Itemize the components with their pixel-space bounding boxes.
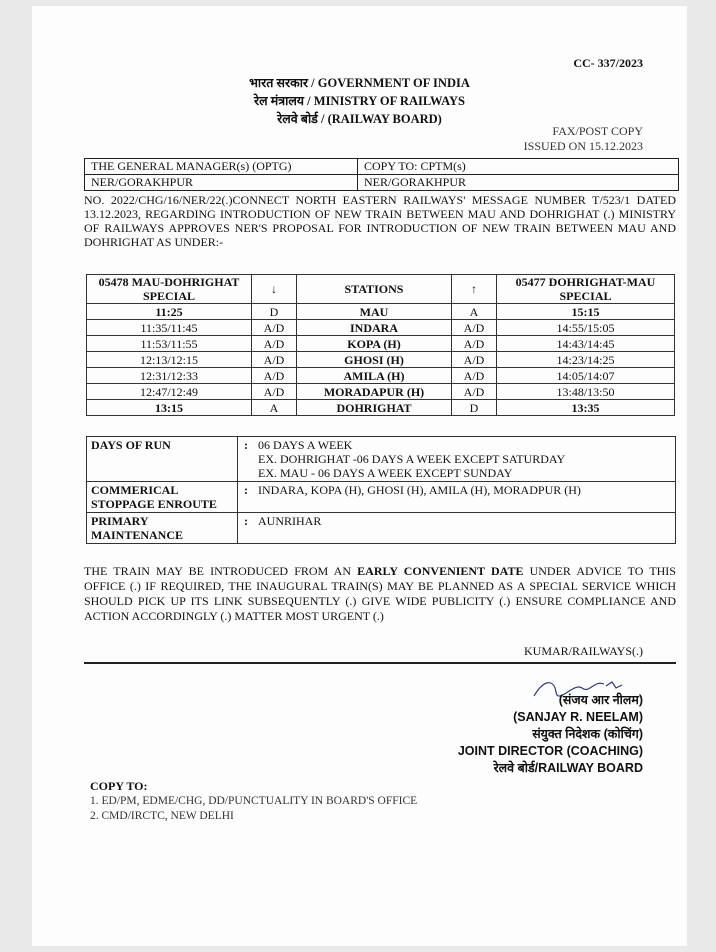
days-line-2: EX. DOHRIGHAT -06 DAYS A WEEK EXCEPT SATURDAY xyxy=(258,452,566,466)
up-code: A/D xyxy=(452,352,497,368)
reference-number: CC- 337/2023 xyxy=(573,56,643,70)
down-code: A/D xyxy=(252,368,297,384)
up-time: 13:48/13:50 xyxy=(497,384,675,400)
colon: : xyxy=(238,437,255,482)
intro-paragraph: NO. 2022/CHG/16/NER/22(.)CONNECT NORTH EASTERN RAILWAYS' MESSAGE NUMBER T/523/1 DATED 13.12.2023, REGARDING INTRODUCTION OF NEW TRAIN BETWEEN MAU AND DOHRIGHAT (.) MINISTRY OF RAILWAYS APPROVES NER'S PROPOSAL FOR INTRODUCTION OF NEW TRAIN BETWEEN MAU AND DOHRIGHAT AS UNDER:- xyxy=(84,193,676,249)
copy-to-line1: COPY TO: CPTM(s) xyxy=(358,159,679,175)
up-code: A/D xyxy=(452,368,497,384)
up-train-heading: 05477 DOHRIGHAT-MAU SPECIAL xyxy=(497,275,675,304)
down-time: 11:53/11:55 xyxy=(87,336,252,352)
down-time: 12:13/12:15 xyxy=(87,352,252,368)
maintenance-label: PRIMARY MAINTENANCE xyxy=(87,513,238,544)
up-time: 14:23/14:25 xyxy=(497,352,675,368)
up-time: 14:55/15:05 xyxy=(497,320,675,336)
station-name: MAU xyxy=(297,304,452,320)
timetable xyxy=(86,274,675,416)
down-time: 11:25 xyxy=(87,304,252,320)
up-code: A/D xyxy=(452,384,497,400)
copy-to-item: 2. CMD/IRCTC, NEW DELHI xyxy=(90,810,234,822)
header-government: भारत सरकार / GOVERNMENT OF INDIA xyxy=(249,76,470,90)
up-code: A/D xyxy=(452,320,497,336)
down-train-heading: 05478 MAU-DOHRIGHAT SPECIAL xyxy=(87,275,252,304)
down-time: 12:47/12:49 xyxy=(87,384,252,400)
signatory-title: JOINT DIRECTOR (COACHING) xyxy=(457,744,643,758)
station-name: KOPA (H) xyxy=(297,336,452,352)
down-time: 11:35/11:45 xyxy=(87,320,252,336)
run-details-table xyxy=(86,436,676,544)
down-time: 12:31/12:33 xyxy=(87,368,252,384)
down-code: A/D xyxy=(252,336,297,352)
colon: : xyxy=(238,482,255,513)
instruction-text-bold: EARLY CONVENIENT DATE xyxy=(357,564,524,578)
header-board: रेलवे बोर्ड / (RAILWAY BOARD) xyxy=(277,112,442,126)
fax-label: FAX/POST COPY xyxy=(552,124,643,138)
up-code: A/D xyxy=(452,336,497,352)
sign-off: KUMAR/RAILWAYS(.) xyxy=(523,644,643,658)
down-code: A/D xyxy=(252,384,297,400)
instruction-text-2: UNDER ADVICE TO THIS OFFICE (.) IF REQUIRED, THE INAUGURAL TRAIN(S) MAY BE PLANNED AS A SPECIAL SERVICE WHICH SHOULD PICK UP ITS LINK SUBSEQUENTLY (.) GIVE WIDE PUBLICITY (.) ENSURE COMPLIANCE AND ACTION ACCORDINGLY (.) MATTER MOST URGENT (.) xyxy=(84,564,676,623)
station-name: MORADAPUR (H) xyxy=(297,384,452,400)
up-code: D xyxy=(452,400,497,416)
arrow-up-icon: ↑ xyxy=(452,275,497,304)
timetable-row xyxy=(87,368,675,384)
station-name: AMILA (H) xyxy=(297,368,452,384)
instruction-paragraph xyxy=(84,564,676,624)
address-table xyxy=(84,158,679,191)
fax-issue-info xyxy=(524,124,643,154)
signatory-hindi-title: संयुक्त निदेशक (कोचिंग) xyxy=(532,727,643,741)
signatory-org: रेलवे बोर्ड/RAILWAY BOARD xyxy=(493,761,643,775)
addressee-line1: THE GENERAL MANAGER(s) (OPTG) xyxy=(85,159,358,175)
up-time: 14:43/14:45 xyxy=(497,336,675,352)
copy-to-item: 1. ED/PM, EDME/CHG, DD/PUNCTUALITY IN BOARD'S OFFICE xyxy=(90,795,418,807)
down-code: A/D xyxy=(252,352,297,368)
maintenance-value: AUNRIHAR xyxy=(254,513,676,544)
header-ministry: रेल मंत्रालय / MINISTRY OF RAILWAYS xyxy=(254,94,465,108)
arrow-down-icon: ↓ xyxy=(252,275,297,304)
document-page xyxy=(32,6,687,946)
down-time: 13:15 xyxy=(87,400,252,416)
up-code: A xyxy=(452,304,497,320)
addressee-line2: NER/GORAKHPUR xyxy=(85,175,358,191)
down-code: A/D xyxy=(252,320,297,336)
stoppage-value: INDARA, KOPA (H), GHOSI (H), AMILA (H), MORADPUR (H) xyxy=(254,482,676,513)
station-name: DOHRIGHAT xyxy=(297,400,452,416)
copy-to-label: COPY TO: xyxy=(90,779,148,793)
down-code: D xyxy=(252,304,297,320)
up-time: 14:05/14:07 xyxy=(497,368,675,384)
signatory-hindi-name: (संजय आर नीलम) xyxy=(558,693,643,707)
issue-date: ISSUED ON 15.12.2023 xyxy=(523,139,643,153)
timetable-row xyxy=(87,352,675,368)
instruction-text-1: THE TRAIN MAY BE INTRODUCED FROM AN xyxy=(84,564,358,578)
signatory-name: (SANJAY R. NEELAM) xyxy=(513,710,643,724)
timetable-row xyxy=(87,384,675,400)
station-name: INDARA xyxy=(297,320,452,336)
copy-to-list xyxy=(90,794,417,824)
days-line-1: 06 DAYS A WEEK xyxy=(258,438,353,452)
down-code: A xyxy=(252,400,297,416)
stations-heading: STATIONS xyxy=(297,275,452,304)
up-time: 13:35 xyxy=(497,400,675,416)
timetable-row xyxy=(87,336,675,352)
colon: : xyxy=(238,513,255,544)
days-of-run-value xyxy=(254,437,676,482)
divider xyxy=(84,662,676,664)
days-of-run-label: DAYS OF RUN xyxy=(87,437,238,482)
timetable-row xyxy=(87,320,675,336)
stoppage-label: COMMERICAL STOPPAGE ENROUTE xyxy=(87,482,238,513)
signatory-block xyxy=(458,692,643,777)
station-name: GHOSI (H) xyxy=(297,352,452,368)
copy-to-line2: NER/GORAKHPUR xyxy=(358,175,679,191)
timetable-row xyxy=(87,304,675,320)
timetable-row xyxy=(87,400,675,416)
days-line-3: EX. MAU - 06 DAYS A WEEK EXCEPT SUNDAY xyxy=(258,466,513,480)
up-time: 15:15 xyxy=(497,304,675,320)
